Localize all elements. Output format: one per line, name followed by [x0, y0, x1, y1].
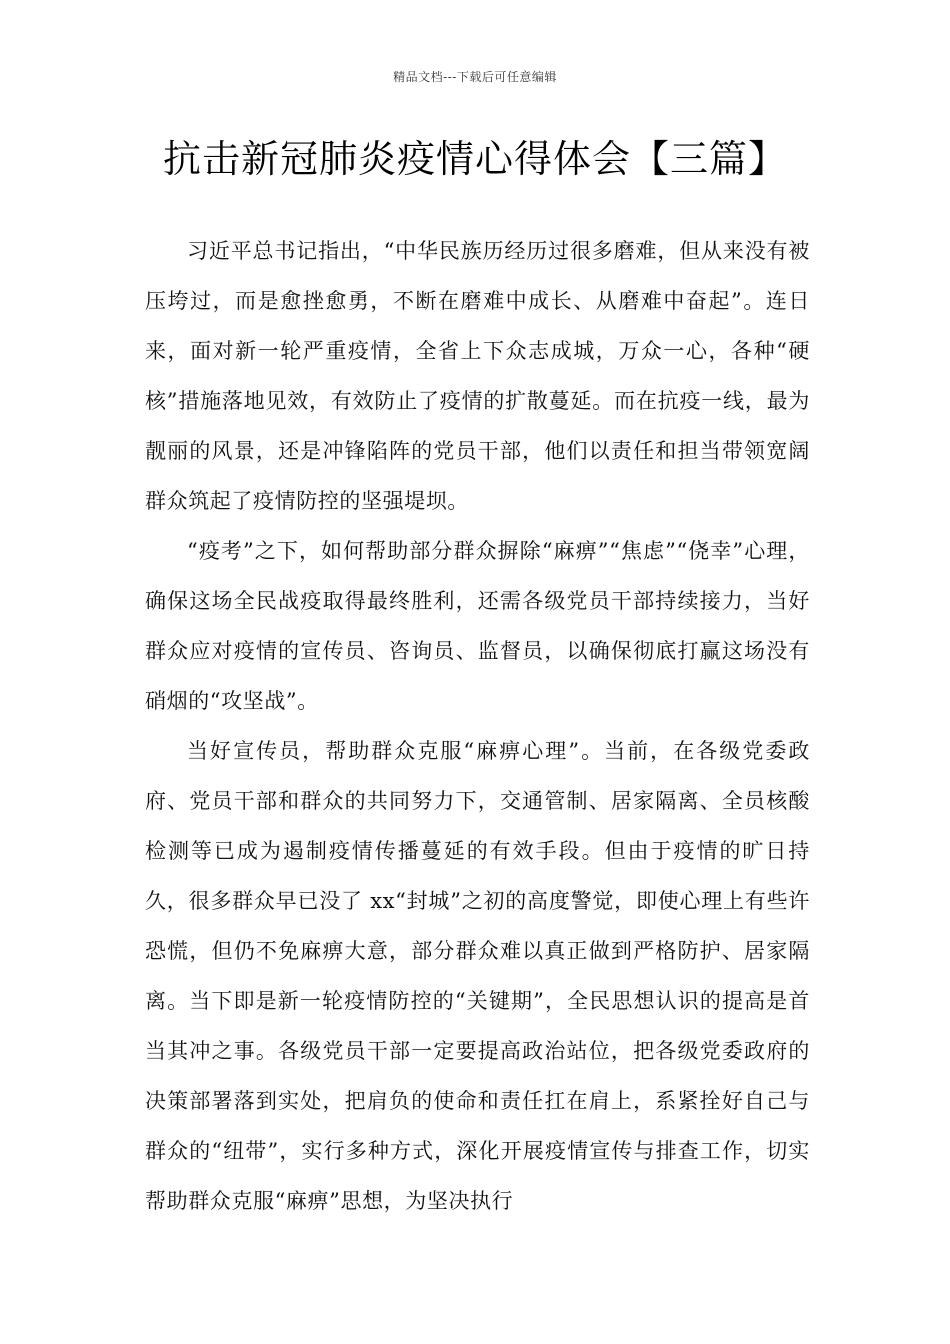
paragraph-1: 习近平总书记指出，“中华民族历经历过很多磨难，但从来没有被压垮过，而是愈挫愈勇，不断在磨难中成长、从磨难中奋起”。连日来，面对新一轮严重疫情，全省上下众志成城，万众一心，各种“硬核”措施落地见效，有效防止了疫情的扩散蔓延。而在抗疫一线，最为靓丽的风景，还是冲锋陷阵的党员干部，他们以责任和担当带领宽阔群众筑起了疫情防控的坚强堤坝。 — [145, 239, 810, 513]
header-note: 精品文档---下载后可任意编辑 — [393, 70, 557, 84]
paragraph-3: 当好宣传员，帮助群众克服“麻痹心理”。当前，在各级党委政府、党员干部和群众的共同努力下，交通管制、居家隔离、全员核酸检测等已成为遏制疫情传播蔓延的有效手段。但由于疫情的旷日持久，很多群众早已没了 xx“封城”之初的高度警觉，即使心理上有些许恐慌，但仍不免麻痹大意，部分群众难以真正做到严格防护、居家隔离。当下即是新一轮疫情防控的“关键期”，全民思想认识的提高是首当其冲之事。各级党员干部一定要提高政治站位，把各级党委政府的决策部署落到实处，把肩负的使命和责任扛在肩上，系紧拴好自己与群众的“纽带”，实行多种方式，深化开展疫情宣传与排查工作，切实帮助群众克服“麻痹”思想，为坚决执行 — [145, 739, 810, 1213]
document-body — [145, 226, 810, 1226]
document-title: 抗击新冠肺炎疫情心得体会【三篇】 — [162, 137, 787, 181]
paragraph-2: “疫考”之下，如何帮助部分群众摒除“麻痹”“焦虑”“侥幸”心理，确保这场全民战疫取得最终胜利，还需各级党员干部持续接力，当好群众应对疫情的宣传员、咨询员、监督员，以确保彻底打赢这场没有硝烟的“攻坚战”。 — [145, 539, 810, 713]
